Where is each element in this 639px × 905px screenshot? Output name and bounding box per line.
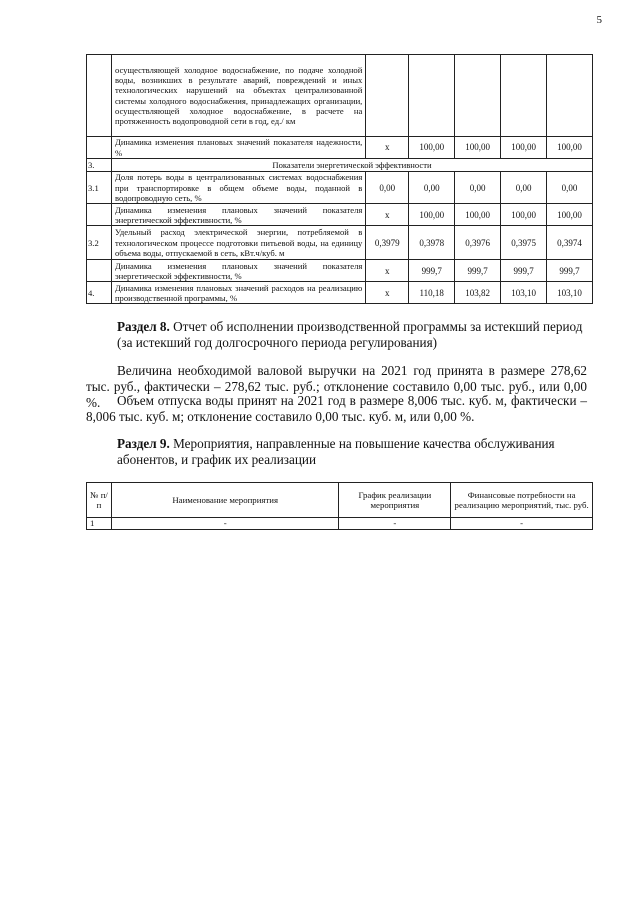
table-header-row [87, 483, 593, 518]
table-cell: 1 [87, 518, 112, 530]
indicator-description: Удельный расход электрической энергии, потребляемой в технологическом процессе подготовки питьевой воды, на единицу объема воды, отпускаемой в сеть, кВт.ч/куб. м [111, 226, 365, 260]
row-number [87, 55, 112, 137]
page-number: 5 [596, 14, 602, 26]
indicator-value: 100,00 [455, 137, 501, 159]
table-row [87, 159, 593, 172]
indicator-value: 0,3978 [409, 226, 455, 260]
indicator-value [409, 55, 455, 137]
indicator-value: 103,10 [547, 282, 593, 304]
indicator-description: Доля потерь воды в централизованных системах водоснабжения при транспортировке в общем объеме воды, поданной в водопроводную сеть, % [111, 172, 365, 204]
table-cell: - [451, 518, 593, 530]
measures-table [86, 482, 593, 530]
row-number: 3.1 [87, 172, 112, 204]
table-cell: - [111, 518, 338, 530]
row-number [87, 137, 112, 159]
indicator-value: x [366, 204, 409, 226]
column-header: № п/п [87, 483, 112, 518]
table-row [87, 282, 593, 304]
row-number [87, 260, 112, 282]
section-title: Показатели энергетической эффективности [111, 159, 592, 172]
section-9-heading: Раздел 9. Мероприятия, направленные на повышение качества обслуживания абонентов, и график их реализации [117, 436, 555, 467]
indicator-value: 100,00 [547, 204, 593, 226]
table-cell: - [339, 518, 451, 530]
indicator-value: 999,7 [455, 260, 501, 282]
indicator-description: осуществляющей холодное водоснабжение, по подаче холодной воды, возникших в результате аварий, повреждений и иных технологических нарушений на объектах централизованной системы холодного водоснабжения, принадлежащих организации, осуществляющей холодное водоснабжение, в расчете на протяженность водопроводной сети в год, ед./ км [111, 55, 365, 137]
indicator-value: 999,7 [547, 260, 593, 282]
indicator-value: 100,00 [501, 204, 547, 226]
indicator-value: 0,00 [455, 172, 501, 204]
table-row [87, 226, 593, 260]
indicator-value: 103,82 [455, 282, 501, 304]
indicator-value: 999,7 [501, 260, 547, 282]
table-row [87, 172, 593, 204]
table-row [87, 137, 593, 159]
indicator-value: 0,00 [547, 172, 593, 204]
indicator-value [366, 55, 409, 137]
row-number: 3. [87, 159, 112, 172]
indicator-value: 100,00 [455, 204, 501, 226]
indicator-value [547, 55, 593, 137]
column-header: Финансовые потребности на реализацию мероприятий, тыс. руб. [451, 483, 593, 518]
indicator-value: 0,3975 [501, 226, 547, 260]
table-row [87, 204, 593, 226]
indicator-value: 110,18 [409, 282, 455, 304]
row-number [87, 204, 112, 226]
column-header: График реализации мероприятия [339, 483, 451, 518]
row-number: 4. [87, 282, 112, 304]
indicator-value: x [366, 282, 409, 304]
indicator-value [501, 55, 547, 137]
table-row [87, 518, 593, 530]
indicator-value: 0,00 [409, 172, 455, 204]
section-8-heading: Раздел 8. Отчет об исполнении производственной программы за истекший период (за истекший год долгосрочного периода регулирования) [117, 319, 583, 350]
indicators-table [86, 54, 593, 304]
indicator-value: x [366, 137, 409, 159]
indicator-value: 0,00 [366, 172, 409, 204]
indicator-value: 103,10 [501, 282, 547, 304]
indicator-description: Динамика изменения плановых значений показателя энергетической эффективности, % [111, 260, 365, 282]
column-header: Наименование мероприятия [111, 483, 338, 518]
indicator-value: x [366, 260, 409, 282]
section-8-paragraph-volume: Объем отпуска воды принят на 2021 год в размере 8,006 тыс. куб. м, фактически – 8,006 тыс. куб. м; отклонение составило 0,00 тыс. куб. м, или 0,00 %. [86, 393, 587, 424]
indicator-value: 999,7 [409, 260, 455, 282]
indicator-value: 0,00 [501, 172, 547, 204]
indicator-value: 100,00 [547, 137, 593, 159]
indicator-value: 0,3976 [455, 226, 501, 260]
row-number: 3.2 [87, 226, 112, 260]
section-8-paragraph-revenue: Величина необходимой валовой выручки на 2021 год принята в размере 278,62 тыс. руб., фактически – 278,62 тыс. руб.; отклонение составило 0,00 тыс. руб., или 0,00 %. [86, 363, 587, 410]
indicator-description: Динамика изменения плановых значений показателя энергетической эффективности, % [111, 204, 365, 226]
table-row [87, 260, 593, 282]
indicator-value: 100,00 [409, 204, 455, 226]
indicator-description: Динамика изменения плановых значений расходов на реализацию производственной программы, % [111, 282, 365, 304]
indicator-value: 100,00 [409, 137, 455, 159]
indicator-value: 0,3979 [366, 226, 409, 260]
indicator-value: 0,3974 [547, 226, 593, 260]
indicator-description: Динамика изменения плановых значений показателя надежности, % [111, 137, 365, 159]
indicator-value [455, 55, 501, 137]
table-row [87, 55, 593, 137]
indicator-value: 100,00 [501, 137, 547, 159]
